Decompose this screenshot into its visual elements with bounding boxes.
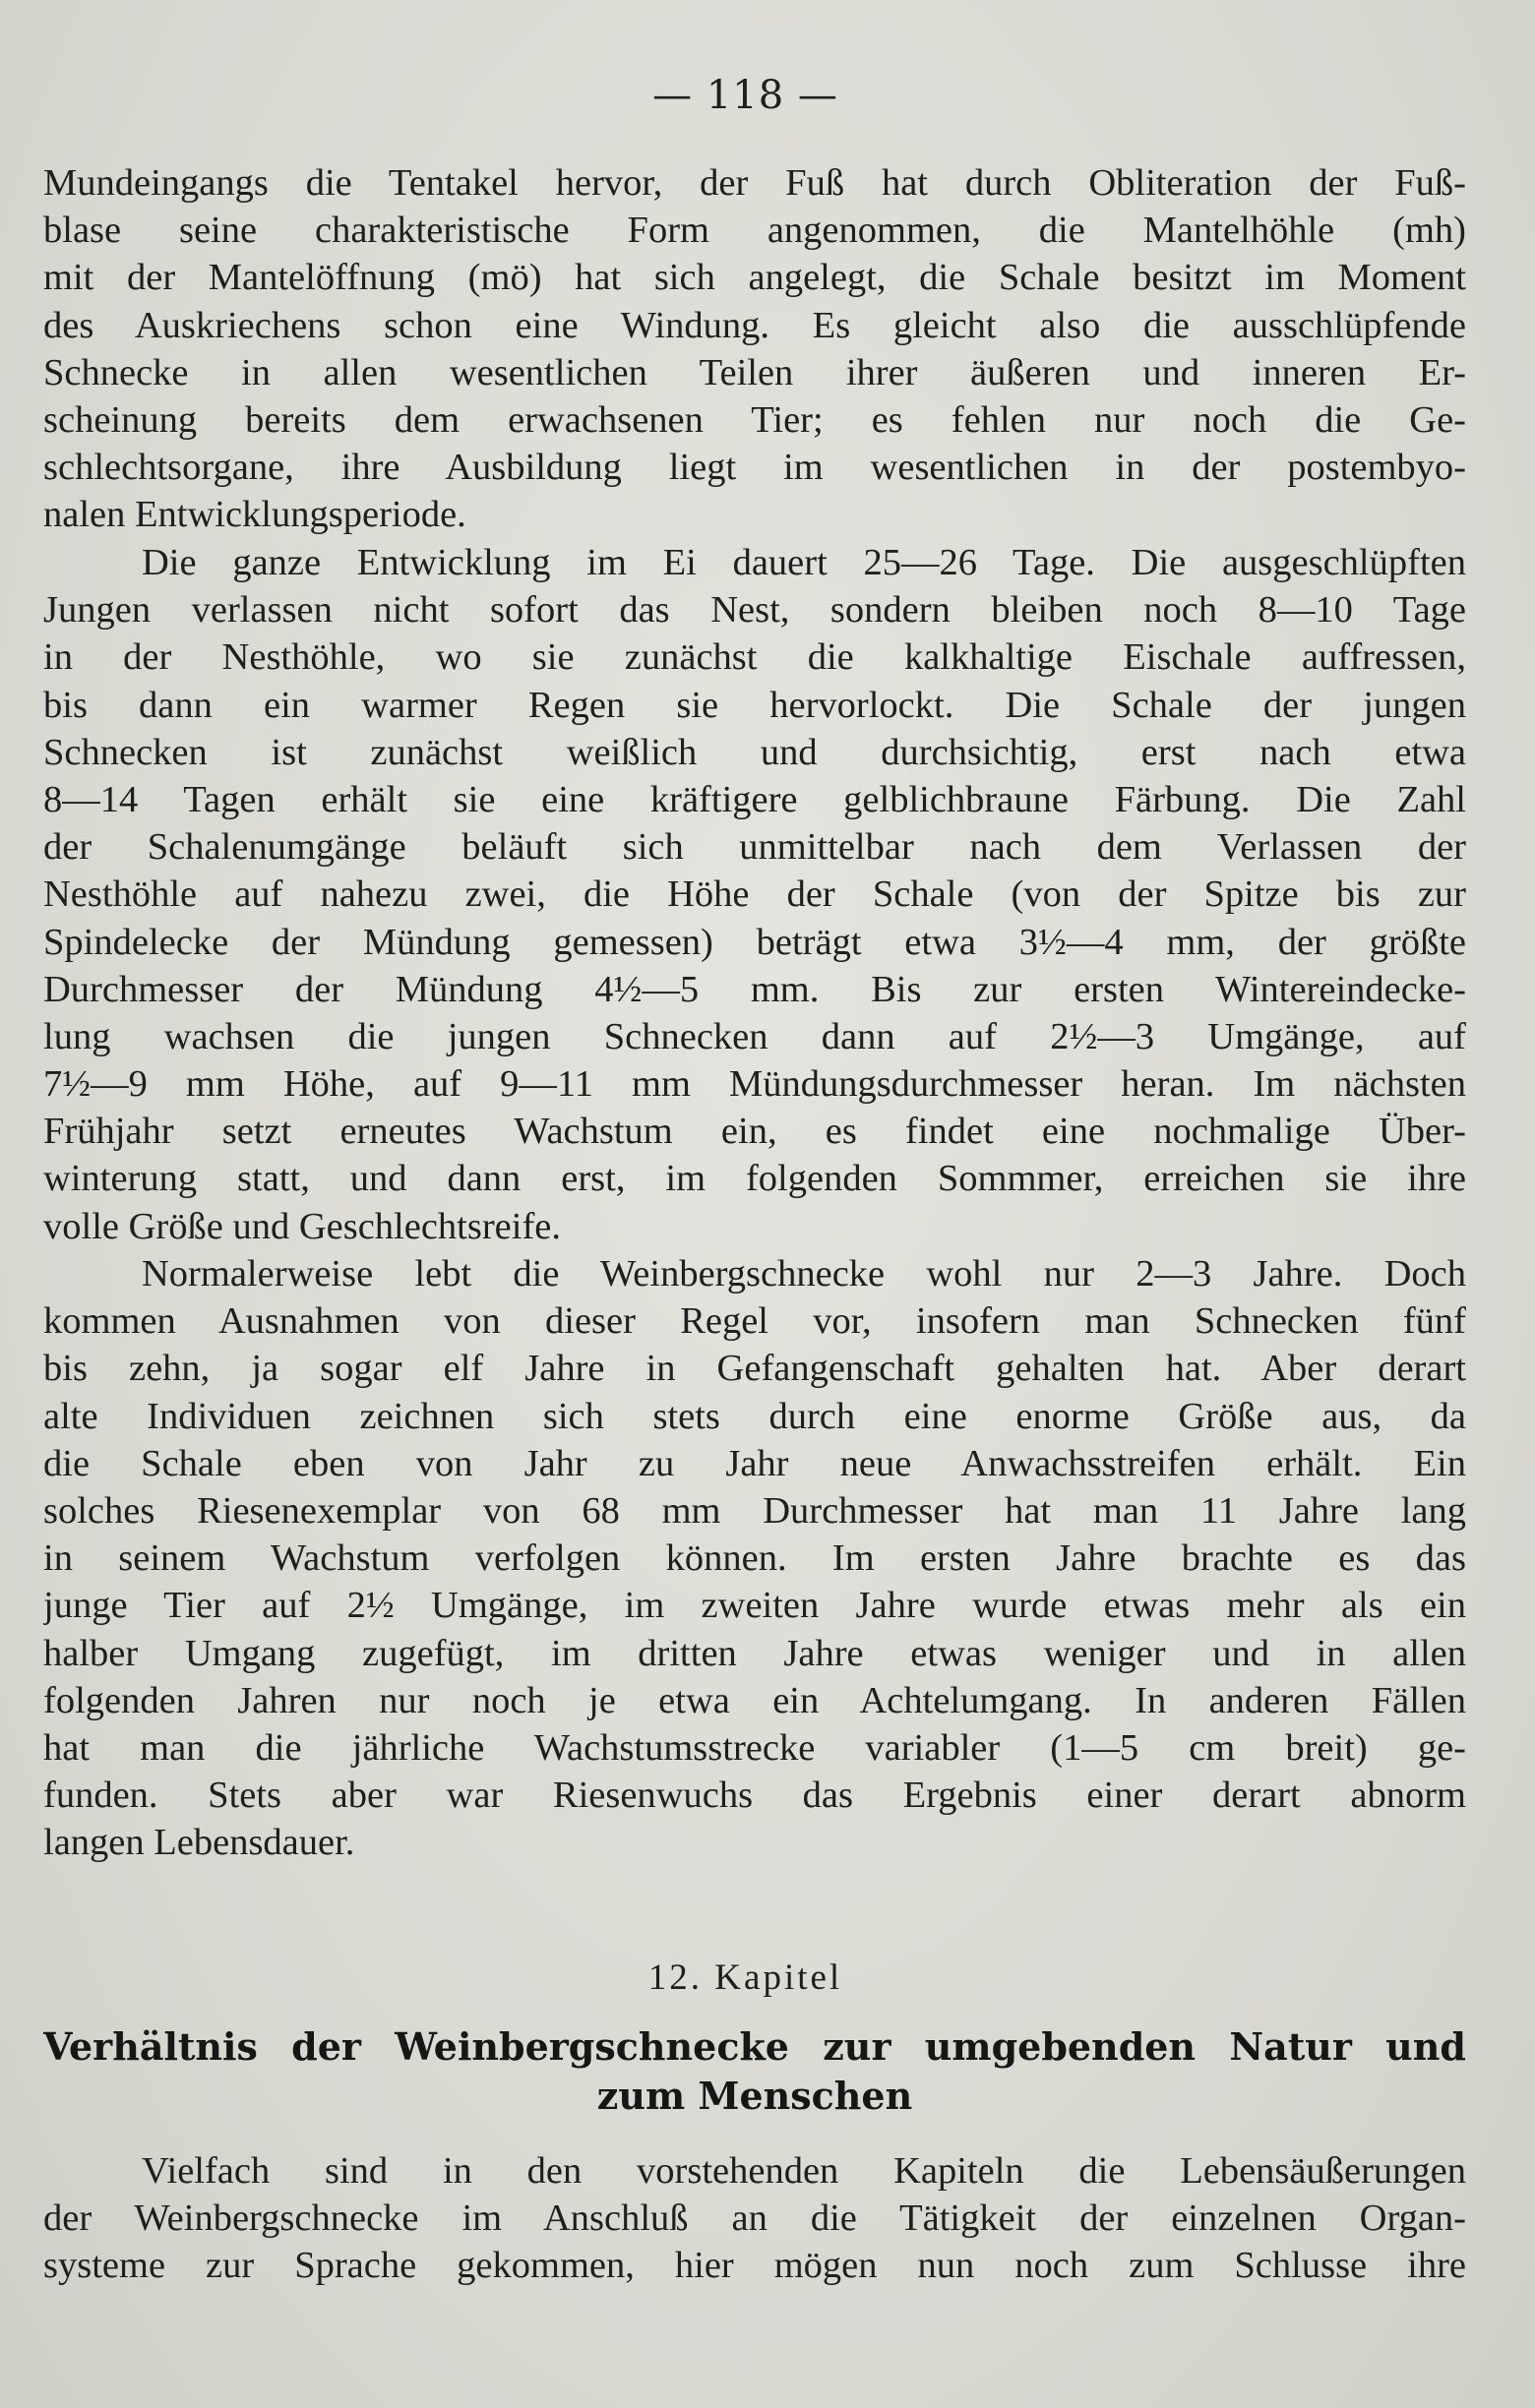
chapter-title bbox=[43, 2022, 1466, 2121]
text-line: langen Lebensdauer. bbox=[43, 1822, 355, 1864]
text-line: solches Riesenexemplar von 68 mm Durchmesser hat man 11 Jahre lang bbox=[43, 1489, 1466, 1532]
text-line: schlechtsorgane, ihre Ausbildung liegt im wesentlichen in der postembyo- bbox=[43, 447, 1466, 489]
text-line: in seinem Wachstum verfolgen können. Im ersten Jahre brachte es das bbox=[43, 1537, 1466, 1580]
text-line: mit der Mantelöffnung (mö) hat sich angelegt, die Schale besitzt im Moment bbox=[43, 257, 1466, 299]
text-line: in der Nesthöhle, wo sie zunächst die kalkhaltige Eischale auffressen, bbox=[43, 636, 1466, 679]
text-line: alte Individuen zeichnen sich stets durch eine enorme Größe aus, da bbox=[43, 1395, 1466, 1437]
chapter-title-line: zum Menschen bbox=[596, 2074, 913, 2118]
text-line: Normalerweise lebt die Weinbergschnecke wohl nur 2—3 Jahre. Doch bbox=[142, 1253, 1466, 1294]
text-line: Jungen verlassen nicht sofort das Nest, sondern bleiben noch 8—10 Tage bbox=[43, 589, 1466, 632]
text-line: Spindelecke der Mündung gemessen) beträgt etwa 3½—4 mm, der größte bbox=[43, 921, 1466, 963]
text-line: Vielfach sind in den vorstehenden Kapiteln die Lebensäußerungen bbox=[142, 2150, 1466, 2192]
text-line: winterung statt, und dann erst, im folgenden Sommmer, erreichen sie ihre bbox=[43, 1158, 1466, 1200]
text-line: Nesthöhle auf nahezu zwei, die Höhe der Schale (von der Spitze bis zur bbox=[43, 873, 1466, 916]
text-line: Mundeingangs die Tentakel hervor, der Fuß hat durch Obliteration der Fuß- bbox=[43, 162, 1466, 204]
text-line: des Auskriechens schon eine Windung. Es gleicht also die ausschlüpfende bbox=[43, 304, 1466, 346]
paragraph-lifespan bbox=[43, 1250, 1466, 1866]
text-line: folgenden Jahren nur noch je etwa ein Achtelumgang. In anderen Fällen bbox=[43, 1679, 1466, 1721]
text-line: junge Tier auf 2½ Umgänge, im zweiten Jahre wurde etwas mehr als ein bbox=[43, 1585, 1466, 1627]
text-line: Frühjahr setzt erneutes Wachstum ein, es findet eine nochmalige Über- bbox=[43, 1111, 1466, 1153]
chapter-label: 12. Kapitel bbox=[647, 1957, 843, 1998]
text-line: der Schalenumgänge beläuft sich unmittelbar nach dem Verlassen der bbox=[43, 826, 1466, 869]
text-line: bis zehn, ja sogar elf Jahre in Gefangenschaft gehalten hat. Aber derart bbox=[43, 1348, 1466, 1390]
text-line: lung wachsen die jungen Schnecken dann auf 2½—3 Umgänge, auf bbox=[43, 1015, 1466, 1057]
text-line: die Schale eben von Jahr zu Jahr neue Anwachsstreifen erhält. Ein bbox=[43, 1442, 1466, 1484]
paragraph-development bbox=[43, 539, 1466, 1250]
text-line: kommen Ausnahmen von dieser Regel vor, insofern man Schnecken fünf bbox=[43, 1300, 1466, 1343]
text-line: scheinung bereits dem erwachsenen Tier; es fehlen nur noch die Ge- bbox=[43, 398, 1466, 441]
text-line: der Weinbergschnecke im Anschluß an die Tätigkeit der einzelnen Organ- bbox=[43, 2197, 1466, 2240]
text-line: systeme zur Sprache gekommen, hier mögen nun noch zum Schlusse ihre bbox=[43, 2245, 1466, 2287]
text-line: 8—14 Tagen erhält sie eine kräftigere gelblichbraune Färbung. Die Zahl bbox=[43, 778, 1466, 820]
text-line: halber Umgang zugefügt, im dritten Jahre etwas weniger und in allen bbox=[43, 1632, 1466, 1674]
text-line: hat man die jährliche Wachstumsstrecke variabler (1—5 cm breit) ge- bbox=[43, 1726, 1466, 1769]
text-line: nalen Entwicklungsperiode. bbox=[43, 494, 466, 536]
text-line: bis dann ein warmer Regen sie hervorlockt. Die Schale der jungen bbox=[43, 684, 1466, 726]
chapter-title-line: Verhältnis der Weinbergschnecke zur umgebenden Natur und bbox=[43, 2024, 1466, 2069]
text-line: Schnecke in allen wesentlichen Teilen ihrer äußeren und inneren Er- bbox=[43, 351, 1466, 393]
text-line: blase seine charakteristische Form angenommen, die Mantelhöhle (mh) bbox=[43, 210, 1466, 252]
paragraph-continuation bbox=[43, 159, 1466, 539]
text-line: Durchmesser der Mündung 4½—5 mm. Bis zur ersten Wintereindecke- bbox=[43, 968, 1466, 1010]
text-line: funden. Stets aber war Riesenwuchs das Ergebnis einer derart abnorm bbox=[43, 1775, 1466, 1817]
text-line: 7½—9 mm Höhe, auf 9—11 mm Mündungsdurchmesser heran. Im nächsten bbox=[43, 1063, 1466, 1106]
page-number: — 118 — bbox=[652, 73, 838, 118]
text-line: Die ganze Entwicklung im Ei dauert 25—26 Tage. Die ausgeschlüpften bbox=[142, 542, 1466, 583]
text-line: Schnecken ist zunächst weißlich und durchsichtig, erst nach etwa bbox=[43, 731, 1466, 773]
paragraph-chapter-intro bbox=[43, 2147, 1466, 2290]
text-line: volle Größe und Geschlechtsreife. bbox=[43, 1205, 561, 1247]
